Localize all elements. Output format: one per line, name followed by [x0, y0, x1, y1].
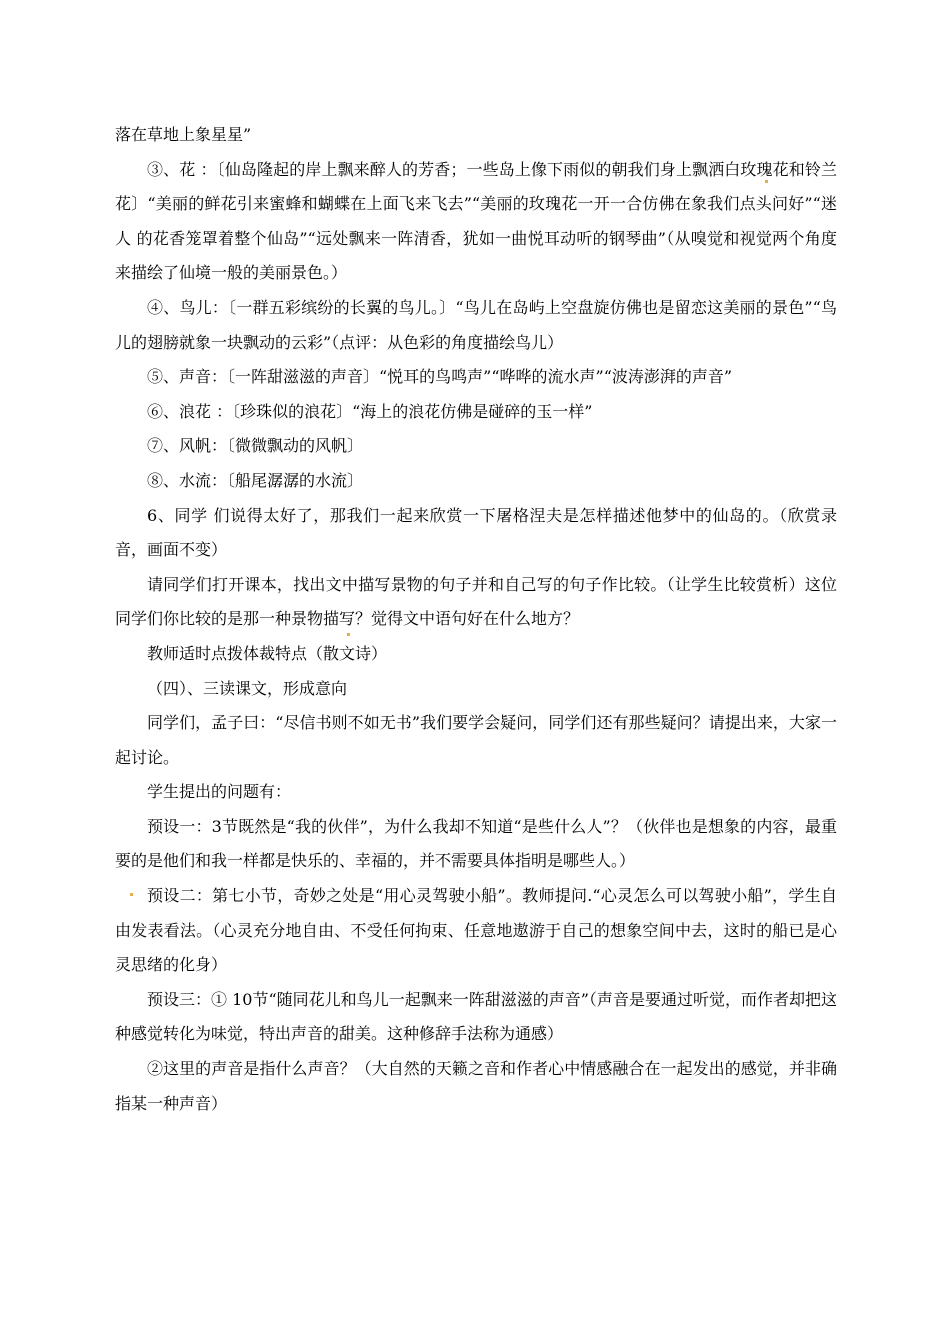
paragraph-compare: 请同学们打开课本，找出文中描写景物的句子并和自己写的句子作比较。（让学生比较赏析）这位同学们你比较的是那一种景物描写？觉得文中语句好在什么地方？ [115, 574, 837, 629]
stray-mark [347, 633, 350, 636]
paragraph-preset-3-sub: ②这里的声音是指什么声音？（大自然的天籁之音和作者心中情感融合在一起发出的感觉，并非确指某一种声音） [115, 1059, 837, 1113]
paragraph-preset-2: 预设二：第七小节，奇妙之处是“用心灵驾驶小船”。教师提问.“心灵怎么可以驾驶小船”，学生自由发表看法。（心灵充分地自由、不受任何拘束、任意地遨游于自己的想象空间中去，这时的船已是心灵思绪的化身） [115, 886, 837, 975]
paragraph-preset-1: 预设一：3节既然是“我的伙伴”，为什么我却不知道“是些什么人”？（伙伴也是想象的内容，最重要的是他们和我一样都是快乐的、幸福的，并不需要具体指明是哪些人。） [115, 816, 837, 871]
stray-mark [130, 893, 133, 896]
document-body [115, 118, 837, 1121]
paragraph-bird: ④、鸟儿：〔一群五彩缤纷的长翼的鸟儿。〕“鸟儿在岛屿上空盘旋仿佛也是留恋这美丽的景色”“鸟儿的翅膀就象一块飘动的云彩”（点评：从色彩的角度描绘鸟儿） [115, 297, 837, 352]
paragraph-genre: 教师适时点拨体裁特点（散文诗） [147, 643, 388, 663]
paragraph-flower: ③、花 ：〔仙岛隆起的岸上飘来醉人的芳香；一些岛上像下雨似的朝我们身上飘洒白玫瑰花和铃兰花〕“美丽的鲜花引来蜜蜂和蝴蝶在上面飞来飞去”“美丽的玫瑰花一开一合仿佛在象我们点头问好”“迷人 的花香笼罩着整个仙岛”“远处飘来一阵清香，犹如一曲悦耳动听的钢琴曲”（从嗅觉和视觉两个角度来描绘了仙境一般的美丽景色。） [115, 159, 837, 283]
stray-mark [765, 180, 768, 183]
paragraph-step-6: 6、同学 们说得太好了，那我们一起来欣赏一下屠格涅夫是怎样描述他梦中的仙岛的。（欣赏录音，画面不变） [115, 505, 837, 560]
paragraph-1: 落在草地上象星星” [115, 125, 252, 144]
paragraph-sail: ⑦、风帆：〔微微飘动的风帆〕 [147, 436, 364, 456]
paragraph-questions-intro: 学生提出的问题有： [147, 782, 292, 802]
paragraph-mencius: 同学们，孟子曰：“尽信书则不如无书”我们要学会疑问，同学们还有那些疑问？请提出来，大家一起讨论。 [115, 713, 837, 767]
paragraph-water: ⑧、水流：〔船尾潺潺的水流〕 [147, 470, 364, 490]
section-heading-4: （四）、三读课文，形成意向 [147, 678, 348, 698]
paragraph-wave: ⑥、浪花 ：〔珍珠似的浪花〕“海上的浪花仿佛是碰碎的玉一样” [147, 401, 593, 421]
paragraph-sound: ⑤、声音：〔一阵甜滋滋的声音〕“悦耳的鸟鸣声”“哗哗的流水声”“波涛澎湃的声音” [147, 367, 733, 387]
paragraph-preset-3: 预设三：① 10节“随同花儿和鸟儿一起飘来一阵甜滋滋的声音”（声音是要通过听觉，而作者却把这种感觉转化为味觉，特出声音的甜美。这种修辞手法称为通感） [115, 989, 837, 1044]
